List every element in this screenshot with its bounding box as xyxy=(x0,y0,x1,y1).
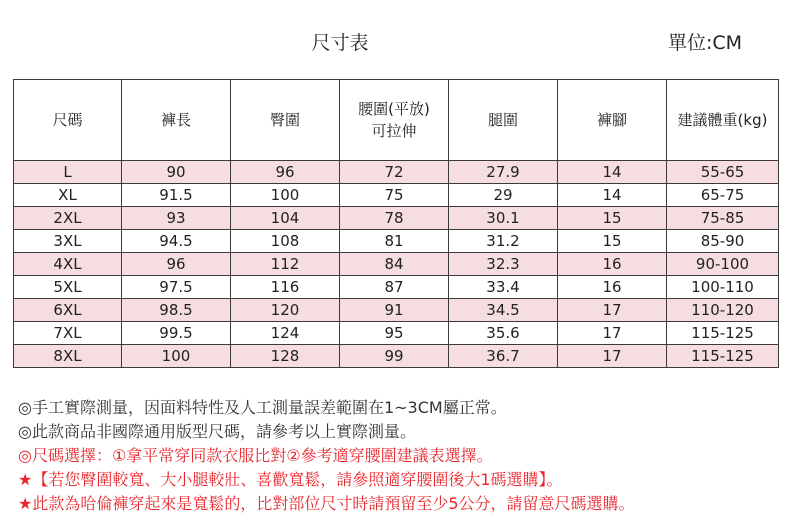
col-header-length: 褲長 xyxy=(122,80,231,161)
table-cell: 128 xyxy=(231,345,340,368)
note-line: ◎手工實際測量，因面料特性及人工測量誤差範圍在1~3CM屬正常。 xyxy=(18,398,507,417)
table-cell: 91.5 xyxy=(122,184,231,207)
col-header-weight: 建議體重(kg) xyxy=(667,80,779,161)
table-cell: 91 xyxy=(340,299,449,322)
table-cell: 75 xyxy=(340,184,449,207)
table-cell: 93 xyxy=(122,207,231,230)
notes-list xyxy=(18,396,635,516)
table-cell: 100 xyxy=(231,184,340,207)
table-cell: 112 xyxy=(231,253,340,276)
table-cell: 55-65 xyxy=(667,161,779,184)
table-cell: 4XL xyxy=(14,253,122,276)
table-cell: 78 xyxy=(340,207,449,230)
table-cell: 87 xyxy=(340,276,449,299)
table-cell: 96 xyxy=(122,253,231,276)
table-cell: 110-120 xyxy=(667,299,779,322)
table-cell: 34.5 xyxy=(449,299,558,322)
table-cell: 27.9 xyxy=(449,161,558,184)
table-cell: 84 xyxy=(340,253,449,276)
table-cell: 29 xyxy=(449,184,558,207)
table-cell: 98.5 xyxy=(122,299,231,322)
table-header-row xyxy=(14,80,779,161)
table-row xyxy=(14,184,779,207)
table-row xyxy=(14,230,779,253)
size-table xyxy=(13,79,779,368)
table-cell: 108 xyxy=(231,230,340,253)
table-cell: 17 xyxy=(558,345,667,368)
table-cell: 31.2 xyxy=(449,230,558,253)
table-cell: 72 xyxy=(340,161,449,184)
table-row xyxy=(14,161,779,184)
table-cell: 15 xyxy=(558,207,667,230)
table-cell: 97.5 xyxy=(122,276,231,299)
table-cell: 2XL xyxy=(14,207,122,230)
table-row xyxy=(14,253,779,276)
table-cell: 33.4 xyxy=(449,276,558,299)
note-line: ◎此款商品非國際通用版型尺碼，請參考以上實際測量。 xyxy=(18,422,416,441)
col-header-hem: 褲腳 xyxy=(558,80,667,161)
col-header-waist: 腰圍(平放) 可拉伸 xyxy=(340,80,449,161)
table-cell: 17 xyxy=(558,299,667,322)
table-cell: 90-100 xyxy=(667,253,779,276)
table-cell: 7XL xyxy=(14,322,122,345)
table-cell: 94.5 xyxy=(122,230,231,253)
table-cell: XL xyxy=(14,184,122,207)
table-cell: 8XL xyxy=(14,345,122,368)
col-header-hip: 臀圍 xyxy=(231,80,340,161)
table-row xyxy=(14,322,779,345)
table-cell: 115-125 xyxy=(667,322,779,345)
unit-label: 單位:CM xyxy=(668,32,743,54)
table-cell: 6XL xyxy=(14,299,122,322)
table-cell: 96 xyxy=(231,161,340,184)
table-cell: 5XL xyxy=(14,276,122,299)
table-cell: 104 xyxy=(231,207,340,230)
table-cell: 81 xyxy=(340,230,449,253)
table-cell: 35.6 xyxy=(449,322,558,345)
table-cell: 14 xyxy=(558,161,667,184)
table-cell: 100 xyxy=(122,345,231,368)
table-cell: 116 xyxy=(231,276,340,299)
table-cell: 100-110 xyxy=(667,276,779,299)
table-cell: 16 xyxy=(558,276,667,299)
table-cell: 95 xyxy=(340,322,449,345)
page-title: 尺寸表 xyxy=(311,32,369,54)
note-line: ★【若您臀圍較寬、大小腿較壯、喜歡寬鬆，請參照適穿腰圍後大1碼選購】。 xyxy=(18,470,563,489)
table-cell: 36.7 xyxy=(449,345,558,368)
table-cell: 124 xyxy=(231,322,340,345)
table-cell: 16 xyxy=(558,253,667,276)
table-row xyxy=(14,299,779,322)
table-body xyxy=(14,161,779,368)
table-cell: 99.5 xyxy=(122,322,231,345)
table-cell: 65-75 xyxy=(667,184,779,207)
table-cell: 14 xyxy=(558,184,667,207)
table-row xyxy=(14,345,779,368)
table-cell: 17 xyxy=(558,322,667,345)
col-header-thigh: 腿圍 xyxy=(449,80,558,161)
table-cell: 90 xyxy=(122,161,231,184)
table-row xyxy=(14,207,779,230)
table-cell: 32.3 xyxy=(449,253,558,276)
note-line: ★此款為哈倫褲穿起來是寬鬆的，比對部位尺寸時請預留至少5公分，請留意尺碼選購。 xyxy=(18,494,635,513)
table-cell: 85-90 xyxy=(667,230,779,253)
table-cell: 30.1 xyxy=(449,207,558,230)
table-row xyxy=(14,276,779,299)
note-line: ◎尺碼選擇：①拿平常穿同款衣服比對②參考適穿腰圍建議表選擇。 xyxy=(18,446,493,465)
table-cell: 3XL xyxy=(14,230,122,253)
col-header-size: 尺碼 xyxy=(14,80,122,161)
table-cell: 99 xyxy=(340,345,449,368)
table-cell: 120 xyxy=(231,299,340,322)
table-cell: L xyxy=(14,161,122,184)
table-cell: 15 xyxy=(558,230,667,253)
table-cell: 115-125 xyxy=(667,345,779,368)
table-cell: 75-85 xyxy=(667,207,779,230)
